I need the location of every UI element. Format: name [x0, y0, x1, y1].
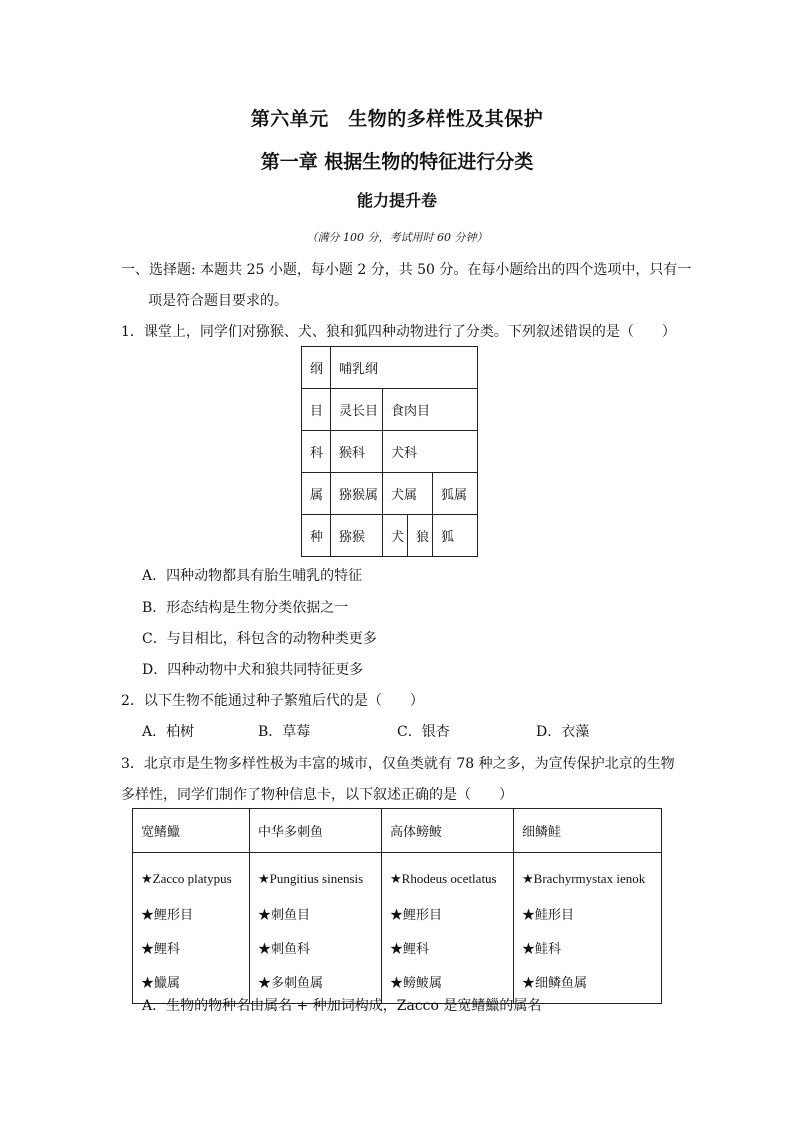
q1-option-b: B．形态结构是生物分类依据之一: [142, 600, 349, 616]
species-cell: ★鳑鲏属: [382, 964, 514, 1004]
species-header: 宽鳍鱲: [133, 809, 250, 853]
species-cell: ★鲑科: [514, 930, 662, 964]
species-header: 中华多刺鱼: [250, 809, 382, 853]
rank-cell: 纲: [302, 347, 331, 389]
q3-stem-line1: 3．北京市是生物多样性极为丰富的城市，仅鱼类就有 78 种之多，为宣传保护北京的生物: [121, 756, 675, 772]
q2-option-c: C．银杏: [397, 724, 450, 740]
species-cell: ★Pungitius sinensis: [250, 853, 382, 897]
taxon-cell: 猕猴: [331, 515, 383, 557]
species-card-table: [132, 808, 662, 1004]
species-cell: ★Brachyrmystax ienok: [514, 853, 662, 897]
q1-option-c: C．与目相比，科包含的动物种类更多: [142, 631, 377, 647]
section-heading-line2: 项是符合题目要求的。: [148, 293, 288, 309]
classification-table: [301, 346, 478, 557]
species-cell: ★刺鱼目: [250, 896, 382, 930]
species-cell: ★鱲属: [133, 964, 250, 1004]
q1-option-d: D．四种动物中犬和狼共同特征更多: [142, 662, 364, 678]
taxon-cell: 狐: [433, 515, 478, 557]
species-cell: ★鲤科: [382, 930, 514, 964]
taxon-cell: 犬: [383, 515, 408, 557]
rank-cell: 科: [302, 431, 331, 473]
species-header: 细鳞鲑: [514, 809, 662, 853]
rank-cell: 属: [302, 473, 331, 515]
chapter-title: 第一章 根据生物的特征进行分类: [260, 151, 534, 173]
rank-cell: 种: [302, 515, 331, 557]
taxon-cell: 猴科: [331, 431, 383, 473]
taxon-cell: 犬属: [383, 473, 433, 515]
q2-option-a: A．柏树: [142, 724, 195, 740]
taxon-cell: 狼: [408, 515, 433, 557]
species-cell: ★细鳞鱼属: [514, 964, 662, 1004]
taxon-cell: 食肉目: [383, 389, 478, 431]
score-note: （满分 100 分，考试用时 60 分钟）: [306, 231, 488, 244]
species-cell: ★刺鱼科: [250, 930, 382, 964]
q3-option-a: A．生物的物种名由属名 + 种加词构成，Zacco 是宽鳍鱲的属名: [142, 998, 542, 1014]
taxon-cell: 狐属: [433, 473, 478, 515]
q2-stem: 2．以下生物不能通过种子繁殖后代的是（ ）: [121, 693, 424, 709]
unit-title: 第六单元 生物的多样性及其保护: [250, 108, 544, 130]
q3-stem-line2: 多样性，同学们制作了物种信息卡，以下叙述正确的是（ ）: [121, 787, 513, 803]
section-heading-line1: 一、选择题: 本题共 25 小题，每小题 2 分，共 50 分。在每小题给出的四个选项中，只有一: [121, 262, 692, 278]
q1-stem: 1．课堂上，同学们对猕猴、犬、狼和狐四种动物进行了分类。下列叙述错误的是（ ）: [121, 324, 676, 340]
q2-option-b: B．草莓: [258, 724, 311, 740]
species-cell: ★多刺鱼属: [250, 964, 382, 1004]
species-cell: ★Rhodeus ocetlatus: [382, 853, 514, 897]
taxon-cell: 犬科: [383, 431, 478, 473]
species-header: 高体鳑鲏: [382, 809, 514, 853]
taxon-cell: 灵长目: [331, 389, 383, 431]
q1-option-a: A．四种动物都具有胎生哺乳的特征: [142, 568, 363, 584]
taxon-cell: 猕猴属: [331, 473, 383, 515]
species-cell: ★鲤形目: [382, 896, 514, 930]
species-cell: ★Zacco platypus: [133, 853, 250, 897]
species-cell: ★鲤科: [133, 930, 250, 964]
species-cell: ★鲑形目: [514, 896, 662, 930]
species-cell: ★鲤形目: [133, 896, 250, 930]
level-title: 能力提升卷: [356, 191, 437, 210]
taxon-cell: 哺乳纲: [331, 347, 478, 389]
q2-option-d: D．衣藻: [536, 724, 590, 740]
rank-cell: 目: [302, 389, 331, 431]
